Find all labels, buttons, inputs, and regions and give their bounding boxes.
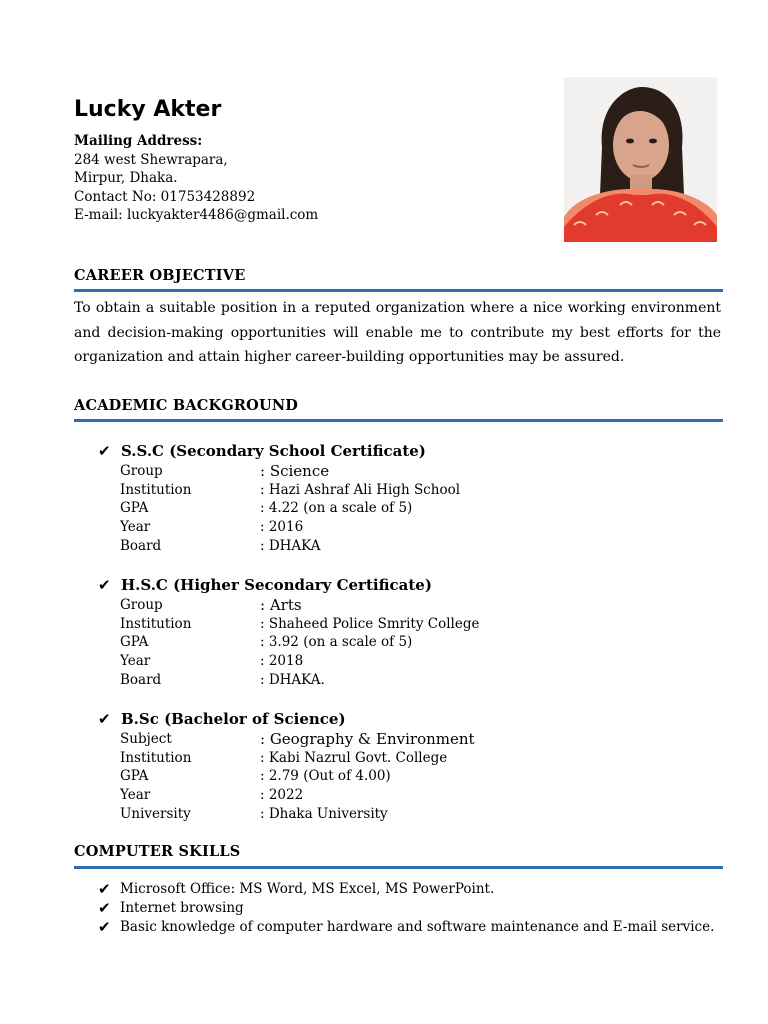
detail-key: Board — [120, 671, 162, 688]
check-mark-icon: ✔ — [98, 710, 111, 728]
education-details — [120, 730, 718, 823]
detail-key: Year — [120, 653, 151, 670]
list-item — [98, 899, 721, 918]
detail-key: GPA — [120, 768, 149, 785]
education-details — [120, 462, 718, 555]
education-ssc — [98, 440, 718, 555]
check-mark-icon: ✔ — [98, 899, 111, 917]
detail-row — [120, 633, 718, 652]
section-divider — [74, 419, 723, 422]
profile-photo-icon — [564, 77, 717, 242]
detail-row — [120, 652, 718, 671]
detail-row — [120, 462, 718, 481]
detail-key: GPA — [120, 500, 149, 517]
detail-value: : 3.92 (on a scale of 5) — [260, 634, 413, 651]
section-divider — [74, 289, 723, 292]
detail-row — [120, 730, 718, 749]
academic-background-title: ACADEMIC BACKGROUND — [74, 397, 299, 414]
detail-value: : Science — [260, 462, 330, 480]
detail-key: Subject — [120, 731, 172, 747]
education-title — [98, 574, 718, 596]
check-mark-icon: ✔ — [98, 918, 111, 936]
skill-text: Basic knowledge of computer hardware and software maintenance and E-mail service. — [120, 919, 715, 935]
check-mark-icon: ✔ — [98, 880, 111, 898]
check-mark-icon: ✔ — [98, 576, 111, 594]
skill-text: Microsoft Office: MS Word, MS Excel, MS PowerPoint. — [120, 881, 495, 897]
list-item — [98, 880, 721, 899]
detail-value: : Dhaka University — [260, 805, 388, 822]
profile-photo — [564, 77, 717, 242]
detail-value: : 2016 — [260, 519, 304, 536]
detail-value: : 2022 — [260, 787, 304, 804]
check-mark-icon: ✔ — [98, 442, 111, 460]
section-divider — [74, 866, 723, 869]
education-bsc — [98, 708, 718, 823]
detail-key: Institution — [120, 749, 192, 766]
detail-value: : Hazi Ashraf Ali High School — [260, 481, 461, 498]
detail-value: : Geography & Environment — [260, 730, 475, 748]
computer-skills-title: COMPUTER SKILLS — [74, 843, 241, 860]
detail-key: Institution — [120, 481, 192, 498]
email-address: E-mail: luckyakter4486@gmail.com — [74, 207, 319, 223]
education-title — [98, 708, 718, 730]
education-title-text: S.S.C (Secondary School Certificate) — [121, 442, 426, 460]
detail-key: Year — [120, 519, 151, 536]
detail-value: : Arts — [260, 596, 302, 614]
detail-row — [120, 786, 718, 805]
detail-row — [120, 805, 718, 824]
education-hsc — [98, 574, 718, 689]
detail-key: University — [120, 805, 191, 822]
career-objective-text: To obtain a suitable position in a reputed organization where a nice working environment and decision-making opportunities will enable me to contribute my best efforts for the organization and attain higher career-building opportunities may be assured. — [74, 300, 721, 365]
detail-row — [120, 596, 718, 615]
detail-key: Group — [120, 597, 163, 613]
detail-key: Institution — [120, 615, 192, 632]
detail-value: : Kabi Nazrul Govt. College — [260, 749, 448, 766]
detail-key: Group — [120, 463, 163, 479]
skill-text: Internet browsing — [120, 900, 244, 916]
detail-row — [120, 518, 718, 537]
detail-row — [120, 749, 718, 768]
detail-key: Year — [120, 787, 151, 804]
detail-key: Board — [120, 537, 162, 554]
education-details — [120, 596, 718, 689]
detail-row — [120, 481, 718, 500]
skills-list — [98, 880, 721, 937]
detail-row — [120, 767, 718, 786]
detail-row — [120, 615, 718, 634]
detail-value: : 2018 — [260, 653, 304, 670]
contact-block — [74, 132, 318, 225]
address-line-2: Mirpur, Dhaka. — [74, 170, 178, 186]
education-title — [98, 440, 718, 462]
detail-value: : Shaheed Police Smrity College — [260, 615, 480, 632]
candidate-name: Lucky Akter — [74, 97, 222, 122]
detail-value: : 4.22 (on a scale of 5) — [260, 500, 413, 517]
education-title-text: H.S.C (Higher Secondary Certificate) — [121, 576, 432, 594]
detail-row — [120, 537, 718, 556]
list-item — [98, 918, 721, 937]
detail-value: : DHAKA. — [260, 671, 325, 688]
detail-row — [120, 671, 718, 690]
contact-number: Contact No: 01753428892 — [74, 188, 256, 205]
detail-value: : DHAKA — [260, 537, 321, 554]
address-line-1: 284 west Shewrapara, — [74, 151, 228, 168]
mailing-address-label: Mailing Address: — [74, 133, 203, 149]
detail-value: : 2.79 (Out of 4.00) — [260, 768, 391, 785]
career-objective-title: CAREER OBJECTIVE — [74, 267, 246, 284]
detail-key: GPA — [120, 634, 149, 651]
education-title-text: B.Sc (Bachelor of Science) — [121, 710, 346, 728]
detail-row — [120, 499, 718, 518]
